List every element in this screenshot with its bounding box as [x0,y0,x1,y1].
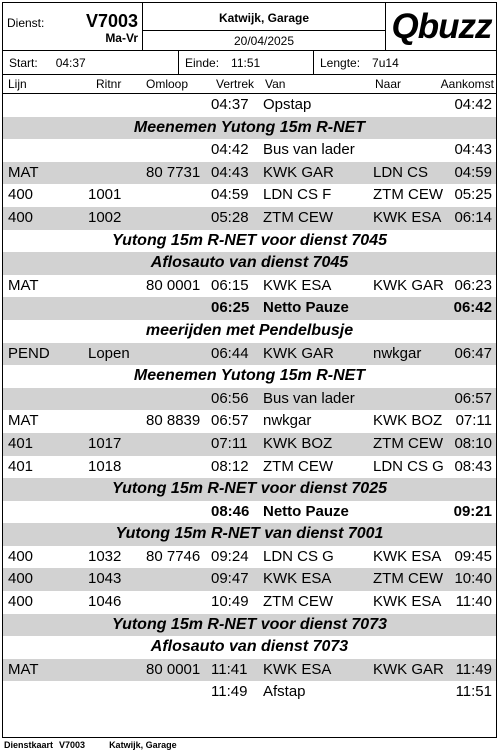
van-cell: KWK ESA [263,570,332,588]
aankomst-cell: 06:47 [454,344,492,362]
vertrek-cell: 06:56 [211,389,249,407]
lijn-cell: 400 [8,593,34,611]
footer-dienst: V7003 [59,740,86,750]
section-title: Yutong 15m R-NET voor dienst 7073 [111,615,387,633]
col-lijn: Lijn [8,77,27,91]
naar-cell: ZTM CEW [373,570,443,588]
trip-row [3,139,496,162]
duty-header [3,3,496,75]
ritnr-cell: Lopen [88,344,130,362]
lijn-cell: MAT [8,163,39,181]
trip-row [3,456,496,479]
naar-cell: nwkgar [373,344,422,362]
van-cell: Bus van lader [263,389,355,407]
trip-row [3,591,496,614]
section-row [3,117,496,140]
duty-card [2,2,497,738]
ritnr-cell: 1046 [88,593,122,611]
einde-cell [179,51,314,75]
lijn-cell: 401 [8,457,34,475]
footer-location: Katwijk, Garage [109,740,177,750]
dienst-label: Dienst: [7,16,45,30]
vertrek-cell: 09:47 [211,570,249,588]
trip-row [3,659,496,682]
naar-cell: LDN CS [373,163,429,181]
footer [4,740,201,750]
col-omloop: Omloop [146,77,189,91]
dienst-number: V7003 [85,11,138,31]
section-row [3,478,496,501]
ritnr-cell: 1002 [88,208,122,226]
trip-row [3,681,496,704]
col-vertrek: Vertrek [216,77,255,91]
aankomst-cell: 08:10 [454,434,492,452]
van-cell: KWK GAR [263,163,334,181]
section-row [3,252,496,275]
ritnr-cell: 1032 [88,547,122,565]
naar-cell: KWK BOZ [373,412,443,430]
einde-value: 11:51 [231,56,261,70]
van-cell: KWK BOZ [263,434,333,452]
aankomst-cell: 04:59 [454,163,492,181]
vertrek-cell: 04:59 [211,186,249,204]
van-cell: Netto Pauze [263,502,349,520]
aankomst-cell: 05:25 [454,186,492,204]
start-label: Start: [9,56,38,70]
vertrek-cell: 11:41 [211,660,248,678]
van-cell: LDN CS F [263,186,332,204]
van-cell: Afstap [263,683,306,701]
trip-row [3,568,496,591]
col-ritnr: Ritnr [96,77,122,91]
section-row [3,320,496,343]
section-row [3,230,496,253]
van-cell: KWK ESA [263,660,332,678]
omloop-cell: 80 7746 [146,547,201,565]
lijn-cell: MAT [8,412,39,430]
van-cell: KWK ESA [263,276,332,294]
lijn-cell: MAT [8,276,39,294]
vertrek-cell: 04:37 [211,96,249,113]
aankomst-cell: 06:42 [453,299,492,317]
naar-cell: KWK ESA [373,593,442,611]
col-van: Van [265,77,286,91]
section-row [3,614,496,637]
naar-cell: KWK ESA [373,547,442,565]
trip-row [3,501,496,524]
vertrek-cell: 10:49 [211,593,249,611]
naar-cell: KWK ESA [373,208,442,226]
einde-label: Einde: [185,56,220,70]
lengte-label: Lengte: [320,56,361,70]
van-cell: ZTM CEW [263,457,333,475]
section-title: Meenemen Yutong 15m R-NET [133,118,366,136]
aankomst-cell: 04:42 [454,96,492,113]
section-title: Yutong 15m R-NET voor dienst 7025 [111,480,387,498]
lengte-value: 7u14 [372,56,399,70]
vertrek-cell: 04:42 [211,141,249,159]
van-cell: KWK GAR [263,344,334,362]
trip-row [3,275,496,298]
ritnr-cell: 1001 [88,186,122,204]
vertrek-cell: 06:57 [211,412,249,430]
location: Katwijk, Garage [143,3,386,31]
vertrek-cell: 06:15 [211,276,249,294]
dienst-cell [3,3,143,51]
service-days: Ma-Vr [105,31,138,45]
col-aankomst: Aankomst [440,77,494,91]
ritnr-cell: 1043 [88,570,122,588]
omloop-cell: 80 0001 [146,276,201,294]
section-title: meerijden met Pendelbusje [145,321,354,339]
aankomst-cell: 10:40 [454,570,492,588]
lijn-cell: 400 [8,208,34,226]
aankomst-cell: 04:43 [454,141,492,159]
lengte-cell [314,51,497,75]
section-row [3,523,496,546]
vertrek-cell: 04:43 [211,163,249,181]
naar-cell: LDN CS G [373,457,444,475]
van-cell: ZTM CEW [263,208,333,226]
aankomst-cell: 11:51 [455,683,492,701]
aankomst-cell: 06:23 [454,276,492,294]
trip-row [3,546,496,569]
vertrek-cell: 06:25 [211,299,250,317]
trip-row [3,184,496,207]
section-row [3,636,496,659]
vertrek-cell: 08:12 [211,457,249,475]
vertrek-cell: 07:11 [211,434,248,452]
lijn-cell: MAT [8,660,39,678]
column-headers [3,75,496,94]
vertrek-cell: 05:28 [211,208,249,226]
trip-row [3,207,496,230]
van-cell: Opstap [263,96,312,113]
start-cell [3,51,179,75]
van-cell: Bus van lader [263,141,355,159]
naar-cell: ZTM CEW [373,434,443,452]
col-naar: Naar [375,77,402,91]
trip-row [3,162,496,185]
vertrek-cell: 09:24 [211,547,249,565]
trip-row [3,343,496,366]
aankomst-cell: 07:11 [455,412,492,430]
section-title: Yutong 15m R-NET voor dienst 7045 [111,231,387,249]
naar-cell: KWK GAR [373,660,444,678]
trip-row [3,433,496,456]
van-cell: Netto Pauze [263,299,349,317]
date: 20/04/2025 [143,31,386,51]
aankomst-cell: 11:40 [455,593,492,611]
start-value: 04:37 [55,56,86,70]
omloop-cell: 80 7731 [146,163,201,181]
section-title: Meenemen Yutong 15m R-NET [133,367,366,385]
aankomst-cell: 11:49 [455,660,492,678]
omloop-cell: 80 0001 [146,660,201,678]
ritnr-cell: 1018 [88,457,122,475]
vertrek-cell: 08:46 [211,502,250,520]
lijn-cell: 401 [8,434,34,452]
vertrek-cell: 06:44 [211,344,249,362]
qbuzz-logo: Qbuzz [386,3,497,51]
aankomst-cell: 06:14 [454,208,492,226]
section-row [3,365,496,388]
trip-row [3,94,496,117]
naar-cell: KWK GAR [373,276,444,294]
van-cell: LDN CS G [263,547,334,565]
lijn-cell: 400 [8,547,34,565]
footer-title: Dienstkaart [4,740,54,750]
naar-cell: ZTM CEW [373,186,443,204]
section-title: Yutong 15m R-NET van dienst 7001 [115,525,384,543]
ritnr-cell: 1017 [88,434,122,452]
aankomst-cell: 08:43 [454,457,492,475]
trip-row [3,388,496,411]
aankomst-cell: 09:45 [454,547,492,565]
aankomst-cell: 06:57 [454,389,492,407]
lijn-cell: 400 [8,186,34,204]
aankomst-cell: 09:21 [453,502,492,520]
lijn-cell: 400 [8,570,34,588]
trip-row [3,297,496,320]
section-title: Aflosauto van dienst 7045 [150,254,349,272]
van-cell: ZTM CEW [263,593,333,611]
omloop-cell: 80 8839 [146,412,201,430]
vertrek-cell: 11:49 [211,683,248,701]
trip-list [3,94,496,704]
section-title: Aflosauto van dienst 7073 [150,638,349,656]
trip-row [3,410,496,433]
lijn-cell: PEND [8,344,50,362]
van-cell: nwkgar [263,412,312,430]
